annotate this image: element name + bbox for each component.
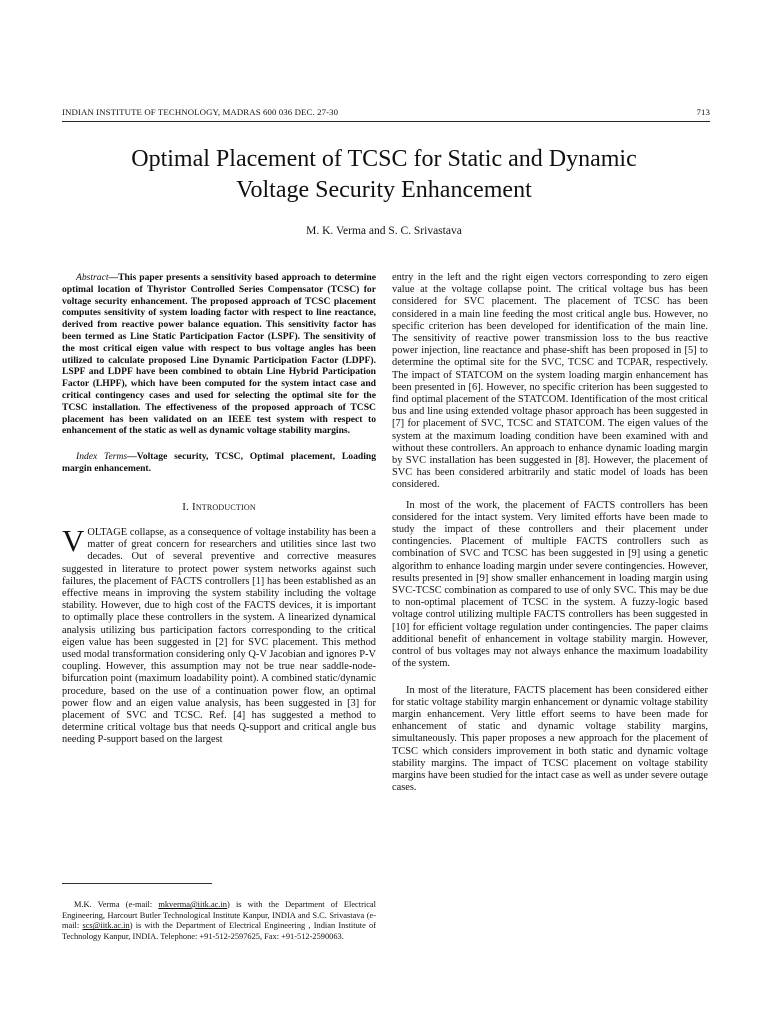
email-link-srivastava[interactable]: scs@iitk.ac.in xyxy=(82,921,130,931)
abstract-dash: — xyxy=(108,272,119,283)
intro-paragraph-3: In most of the work, the placement of FACTS controllers has been considered for the intact system. Very limited efforts have been made to study the impact of these controllers and their placement under contingencies. Placement of multiple FACTS controllers such as combination of SVC and TCSC has been suggested in [9] using a genetic algorithm to enhance loading margin under severe contingencies. However, results presented in [9] show smaller enhancement in loading margin using SVC-TCSC combination as compared to use of only SVC. This may be due to non-optimal placement of TCSC in the system. A fuzzy-logic based voltage control utilizing multiple FACTS controllers has been suggested in [10] for efficient voltage regulation under contingencies. The paper claims additional benefit of enhancement in voltage stability margin. However, control of bus voltages may not always enhance the maximum loadability of the system. xyxy=(392,499,708,670)
abstract-label: Abstract xyxy=(76,272,109,283)
header-rule xyxy=(62,121,710,122)
index-terms xyxy=(62,451,376,475)
index-terms-label: Index Terms xyxy=(76,451,128,463)
footnote-part-1: M.K. Verma (e-mail: xyxy=(74,900,159,909)
intro-paragraph-1-text: OLTAGE collapse, as a consequence of voltage instability has been a matter of great concern for researchers and utilities since last two decades. Out of several preventive and corrective measures suggested in literature to protect power system networks against such failures, the placement of FACTS controllers [1] has been established as an effective means in improving the system stability including the voltage stability. However, due to high cost of the FACTS devices, it is important to optimally place these controllers in the system. A linearized dynamical analysis utilizing bus participation factors corresponding to the critical eigen value has been suggested in [2] for SVC placement. This method used modal transformation considering only Q-V Jacobian and ignores P-V coupling. However, this assumption may not be true near saddle-node-bifurcation point (maximum loadability point). A combined static/dynamic procedure, based on the use of a continuation power flow, an optimal power flow and an eigen value analysis, has been suggested in [3] for placement of SVC and TCSC. Ref. [4] has suggested a method to determine critical voltage bus that needs Q-support and critical angle bus needing P-support based on the largest xyxy=(62,526,376,746)
footnote-part-3: ) is with the Department of Electrical Engineering , Indian Institute of Technology Kanpur, INDIA. Telephone: +91-512-2597625, Fax: +91-512-2590063. xyxy=(62,921,376,941)
abstract-text: This paper presents a sensitivity based approach to determine optimal location of Thyristor Controlled Series Compensator (TCSC) for voltage security enhancement. The proposed approach of TCSC placement computes sensitivity of system loading factor with respect to line reactance, derived from reactive power balance equation. This sensitivity factor has been termed as Line Static Participation Factor (LSPF). The sensitivity of the most critical eigen value with respect to bus voltage angles has been utilized to calculate proposed Line Dynamic Participation Factor (LDPF). LSPF and LDPF have been combined to obtain Line Hybrid Participation Factor (LHPF), which have been computed for the system intact case and critical contingency cases and used for selecting the optimal site for the TCSC installation. The effectiveness of the proposed approach of TCSC placement has been validated on an IEEE test system with respect to enhancement of the static as well as dynamic voltage stability margins. xyxy=(62,272,376,437)
abstract xyxy=(62,272,376,437)
title-line-1: Optimal Placement of TCSC for Static and Dynamic xyxy=(131,146,637,172)
footnote-rule xyxy=(62,883,212,884)
index-terms-text: Voltage security, TCSC, Optimal placement, Loading margin enhancement. xyxy=(62,451,377,474)
drop-cap: V xyxy=(62,522,85,558)
email-link-verma[interactable]: mkverma@iitk.ac.in xyxy=(158,900,227,909)
intro-paragraph-2: entry in the left and the right eigen vectors corresponding to zero eigen value at the voltage collapse point. The critical voltage bus has been considered for SVC placement. The placement of TCSC has been considered in a main line feeding the most critical angle bus. However, no specific criterion has been developed for identification of the main line. The sensitivity of reactive power transmission loss to the bus reactive power injection, line reactance and phase-shift has been proposed in [5] to determine the optimal site for the SVC, TCSC and TCPAR, respectively. The impact of STATCOM on the system loading margin enhancement has been presented in [6]. However, no specific criterion has been suggested to find optimal placement of the STATCOM. Identification of the most critical bus and line using extended voltage phasor approach has been suggested in [7] for placement of SVC, TCSC and STATCOM. The eigen values of the system at the maximum loading condition have been examined with and without these controllers. An approach to enhance dynamic loading margin by SVC installation has been suggested in [8]. However, the placement of SVC has been considered arbitrarily and static model of loads has been considered. xyxy=(392,272,708,491)
right-column xyxy=(392,272,708,794)
left-column xyxy=(62,272,376,747)
intro-paragraph-1 xyxy=(62,522,376,747)
author-footnote xyxy=(62,900,376,942)
header-venue: INDIAN INSTITUTE OF TECHNOLOGY, MADRAS 600 036 DEC. 27-30 xyxy=(62,107,339,117)
footnote-part-2: ) is with the Department of Electrical Engineering, Harcourt Butler Technological Institute Kanpur, INDIA and S.C. Srivastava (e-mail: xyxy=(62,900,376,931)
intro-paragraph-4: In most of the literature, FACTS placement has been considered either for static voltage stability margin enhancement or dynamic voltage stability margin enhancement. Very little effort seems to have been made for enhancement of static and dynamic voltage stability margins, simultaneously. This paper proposes a new approach for the placement of TCSC which considers improvement in both static and dynamic voltage stability margins. The impact of TCSC placement on voltage stability margins have been studied for the intact case as well as under severe outage cases. xyxy=(392,684,708,794)
title-line-2: Voltage Security Enhancement xyxy=(236,177,532,203)
paper-title xyxy=(40,144,728,206)
section-heading-introduction xyxy=(62,501,376,513)
page-number: 713 xyxy=(696,107,710,117)
index-terms-dash: — xyxy=(127,451,137,463)
section-title: Introduction xyxy=(191,500,256,513)
author-list: M. K. Verma and S. C. Srivastava xyxy=(306,225,462,237)
section-numeral: I. xyxy=(182,500,190,513)
